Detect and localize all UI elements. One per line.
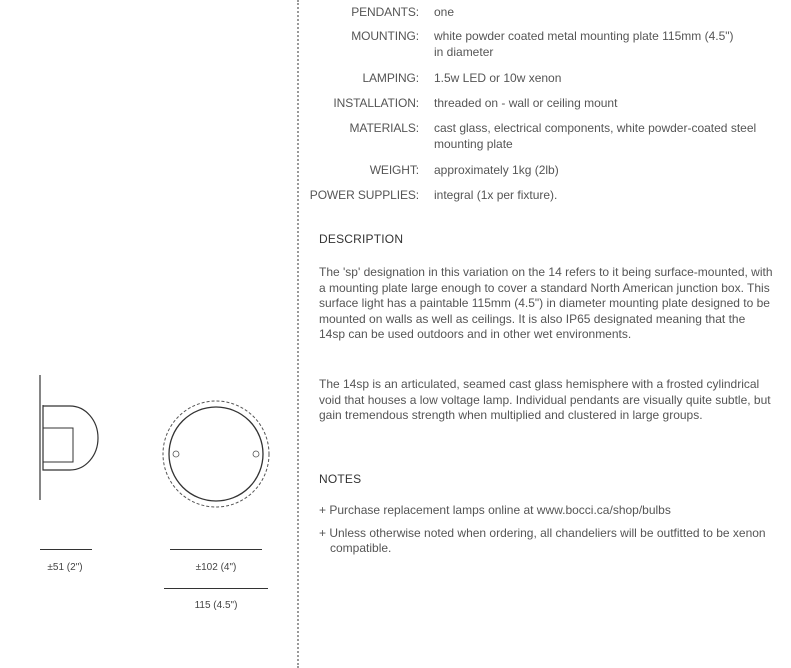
spec-label: WEIGHT: bbox=[369, 163, 419, 177]
spec-label: INSTALLATION: bbox=[333, 96, 419, 110]
spec-row-materials bbox=[300, 120, 780, 152]
spec-label: MOUNTING: bbox=[351, 29, 419, 43]
notes-list bbox=[319, 503, 779, 564]
spec-label: LAMPING: bbox=[362, 71, 419, 85]
spec-row-installation bbox=[300, 95, 780, 111]
front-diameter-line bbox=[170, 549, 262, 550]
spec-label: MATERIALS: bbox=[349, 121, 419, 135]
front-diameter-label: ±102 (4") bbox=[195, 562, 237, 573]
note-item: + Unless otherwise noted when ordering, all chandeliers will be outfitted to be xenon compatible. bbox=[319, 525, 766, 555]
side-view-drawing bbox=[30, 370, 110, 505]
spec-row-pendants bbox=[300, 4, 780, 20]
spec-table bbox=[300, 4, 780, 203]
side-depth-label: ±51 (2") bbox=[47, 562, 83, 573]
spec-row-weight bbox=[300, 162, 780, 178]
column-divider bbox=[297, 0, 299, 668]
spec-value: approximately 1kg (2lb) bbox=[434, 163, 559, 177]
description-paragraph-2: The 14sp is an articulated, seamed cast glass hemisphere with a frosted cylindrical void that houses a low voltage lamp. Individual pendants are visually quite subtle, but gain tremendous strength when multiplied and clustered in large groups. bbox=[319, 377, 771, 422]
plate-diameter-line bbox=[164, 588, 268, 589]
note-item: + Purchase replacement lamps online at www.bocci.ca/shop/bulbs bbox=[319, 503, 671, 517]
notes-heading: NOTES bbox=[319, 472, 362, 486]
spec-row-mounting bbox=[300, 28, 780, 60]
spec-label: PENDANTS: bbox=[351, 5, 419, 19]
description-heading: DESCRIPTION bbox=[319, 232, 404, 246]
spec-value: white powder coated metal mounting plate 115mm (4.5") in diameter bbox=[434, 29, 734, 59]
plate-diameter-label: 115 (4.5") bbox=[194, 600, 238, 611]
spec-value: integral (1x per fixture). bbox=[434, 188, 558, 202]
description-paragraph-1: The 'sp' designation in this variation on the 14 refers to it being surface-mounted, with a mounting plate large enough to cover a standard North American junction box. This surface light has a paintable 115mm (4.5") in diameter mounting plate designed to be mounted on walls as well as ceilings. It is also IP65 designated meaning that the 14sp can be used outdoors and in other wet environments. bbox=[319, 265, 773, 341]
spec-value: 1.5w LED or 10w xenon bbox=[434, 71, 562, 85]
spec-value: one bbox=[434, 5, 455, 19]
front-view-drawing bbox=[160, 398, 272, 510]
spec-label: POWER SUPPLIES: bbox=[309, 188, 419, 202]
side-depth-line bbox=[40, 549, 92, 550]
spec-value: threaded on - wall or ceiling mount bbox=[434, 96, 618, 110]
spec-row-lamping bbox=[300, 70, 780, 86]
spec-row-power-supplies bbox=[300, 187, 780, 203]
spec-value: cast glass, electrical components, white powder-coated steel mounting plate bbox=[434, 121, 757, 151]
